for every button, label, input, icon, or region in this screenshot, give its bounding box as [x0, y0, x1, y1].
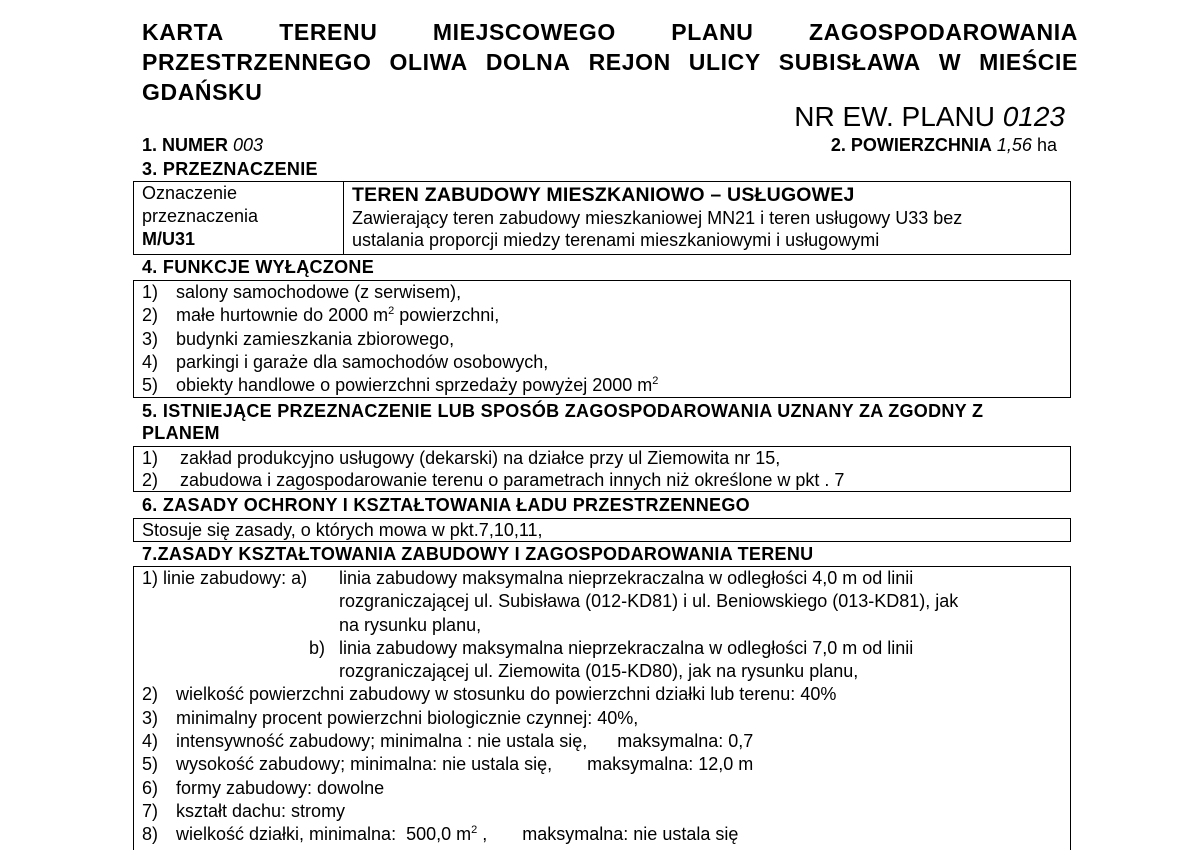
item-text: wielkość powierzchni zabudowy w stosunku do powierzchni działki lub terenu: 40%	[176, 684, 837, 705]
section-5-heading-cont: PLANEM	[142, 423, 220, 443]
item-text: wielkość działki, minimalna: 500,0 m	[176, 824, 472, 845]
list-item	[134, 469, 1070, 491]
item-text: obiekty handlowe o powierzchni sprzedaży powyżej 2000 m	[176, 375, 653, 396]
item-text: intensywność zabudowy; minimalna : nie ustala się, maksymalna: 0,7	[176, 731, 754, 752]
title-word: REJON	[588, 49, 671, 75]
zasady-ochrony-box	[133, 518, 1071, 542]
item-lead: 1) linie zabudowy: a)	[142, 568, 308, 588]
section-6-text: Stosuje się zasady, o których mowa w pkt.7,10,11,	[142, 520, 543, 540]
numer-label: 1. NUMER	[142, 135, 229, 155]
list-item	[134, 800, 1070, 823]
list-item	[134, 328, 1070, 351]
title-line-2	[142, 47, 1078, 77]
list-item	[134, 567, 1070, 590]
title-word: MIEŚCIE	[979, 49, 1078, 75]
title-word: MIEJSCOWEGO	[432, 19, 616, 45]
superscript: 2	[652, 375, 659, 388]
item-text-after: , maksymalna: nie ustala się	[477, 824, 739, 845]
item-text: linia zabudowy maksymalna nieprzekraczalna w odległości 7,0 m od linii	[339, 637, 914, 658]
list-item	[134, 753, 1070, 776]
powierzchnia-unit: ha	[1036, 135, 1057, 155]
przeznaczenie-symbol: M/U31	[142, 229, 196, 249]
item-number: 5)	[142, 754, 159, 775]
item-text: parkingi i garaże dla samochodów osobowych,	[176, 351, 549, 372]
superscript: 2	[388, 305, 395, 318]
section-5-heading: 5. ISTNIEJĄCE PRZEZNACZENIE LUB SPOSÓB ZAGOSPODAROWANIA UZNANY ZA ZGODNY Z	[142, 401, 984, 421]
numer-value: 003	[233, 135, 264, 155]
item-text: minimalny procent powierzchni biologicznie czynnej: 40%,	[176, 707, 639, 728]
list-item	[134, 351, 1070, 374]
item-text-after: powierzchni,	[394, 305, 500, 326]
item-text: budynki zamieszkania zbiorowego,	[176, 328, 455, 349]
section-3-heading: 3. PRZEZNACZENIE	[142, 159, 318, 179]
item-number: 1)	[142, 448, 159, 468]
item-number: 2)	[142, 684, 159, 705]
item-text: małe hurtownie do 2000 m	[176, 305, 389, 326]
item-text: kształt dachu: stromy	[176, 800, 346, 821]
przeznaczenie-description-cell	[344, 182, 1070, 254]
list-item	[134, 707, 1070, 730]
item-number: 3)	[142, 707, 159, 728]
list-item	[134, 777, 1070, 800]
title-word: ZAGOSPODAROWANIA	[808, 19, 1078, 45]
item-sub-label: b)	[309, 637, 326, 658]
item-text: wysokość zabudowy; minimalna: nie ustala się, maksymalna: 12,0 m	[176, 754, 754, 775]
plan-number	[794, 101, 1065, 133]
title-word: OLIWA	[389, 49, 468, 75]
title-line-1	[142, 17, 1078, 47]
powierzchnia-field	[831, 134, 1057, 156]
item-number: 2)	[142, 305, 159, 326]
document-title	[142, 17, 1078, 107]
list-item	[134, 823, 1070, 846]
plan-number-label: NR EW. PLANU	[794, 101, 995, 132]
powierzchnia-label: 2. POWIERZCHNIA	[830, 135, 992, 155]
superscript: 2	[471, 824, 478, 837]
item-text: zabudowa i zagospodarowanie terenu o parametrach innych niż określone w pkt . 7	[180, 470, 845, 490]
title-word: GDAŃSKU	[142, 79, 263, 105]
title-word: DOLNA	[485, 49, 571, 75]
section-6-heading: 6. ZASADY OCHRONY I KSZTAŁTOWANIA ŁADU PRZESTRZENNEGO	[142, 495, 750, 515]
list-item	[134, 683, 1070, 706]
item-number: 1)	[142, 282, 159, 302]
przeznaczenie-title: TEREN ZABUDOWY MIESZKANIOWO – USŁUGOWEJ	[352, 184, 855, 206]
list-item	[134, 637, 1070, 660]
list-item	[134, 447, 1070, 469]
przeznaczenie-description-line: ustalania proporcji miedzy terenami mieszkaniowymi i usługowymi	[352, 230, 880, 250]
item-text: zakład produkcyjno usługowy (dekarski) na działce przy ul Ziemowita nr 15,	[180, 448, 781, 468]
list-item-continuation: na rysunku planu,	[339, 614, 482, 635]
funkcje-wylaczone-box	[133, 280, 1071, 398]
title-word: PRZESTRZENNEGO	[142, 49, 372, 75]
list-item-continuation: rozgraniczającej ul. Ziemowita (015-KD80), jak na rysunku planu,	[339, 661, 859, 682]
section-4-heading: 4. FUNKCJE WYŁĄCZONE	[142, 257, 375, 277]
numer-field	[142, 134, 263, 156]
item-number: 2)	[142, 470, 159, 490]
przeznaczenie-table	[133, 181, 1071, 255]
przeznaczenie-label-line: przeznaczenia	[142, 206, 259, 226]
item-text: salony samochodowe (z serwisem),	[176, 282, 462, 302]
item-number: 8)	[142, 824, 159, 845]
section-7-heading: 7.ZASADY KSZTAŁTOWANIA ZABUDOWY I ZAGOSPODAROWANIA TERENU	[142, 544, 814, 564]
item-number: 4)	[142, 351, 159, 372]
item-number: 4)	[142, 731, 159, 752]
powierzchnia-value: 1,56	[996, 135, 1032, 155]
item-number: 6)	[142, 777, 159, 798]
list-item	[134, 730, 1070, 753]
list-item	[134, 281, 1070, 304]
item-number: 7)	[142, 800, 159, 821]
title-word: SUBISŁAWA	[778, 49, 921, 75]
title-word: PLANU	[671, 19, 754, 45]
przeznaczenie-label-line: Oznaczenie	[142, 183, 238, 203]
list-item	[134, 304, 1070, 327]
list-item-continuation: rozgraniczającej ul. Subisława (012-KD81) i ul. Beniowskiego (013-KD81), jak	[339, 591, 959, 612]
item-text: linia zabudowy maksymalna nieprzekraczalna w odległości 4,0 m od linii	[339, 568, 914, 588]
plan-number-value: 0123	[1002, 101, 1065, 132]
zasady-ksztaltowania-box	[133, 566, 1071, 850]
list-item	[134, 374, 1070, 397]
przeznaczenie-description-line: Zawierający teren zabudowy mieszkaniowej MN21 i teren usługowy U33 bez	[352, 208, 963, 228]
title-word: ULICY	[688, 49, 761, 75]
item-number: 3)	[142, 328, 159, 349]
przeznaczenie-label-cell	[134, 182, 344, 254]
title-word: TERENU	[279, 19, 378, 45]
title-word: KARTA	[142, 19, 224, 45]
item-number: 5)	[142, 375, 159, 396]
title-word: W	[938, 49, 962, 75]
item-text: formy zabudowy: dowolne	[176, 777, 385, 798]
istniejace-przeznaczenie-box	[133, 446, 1071, 492]
